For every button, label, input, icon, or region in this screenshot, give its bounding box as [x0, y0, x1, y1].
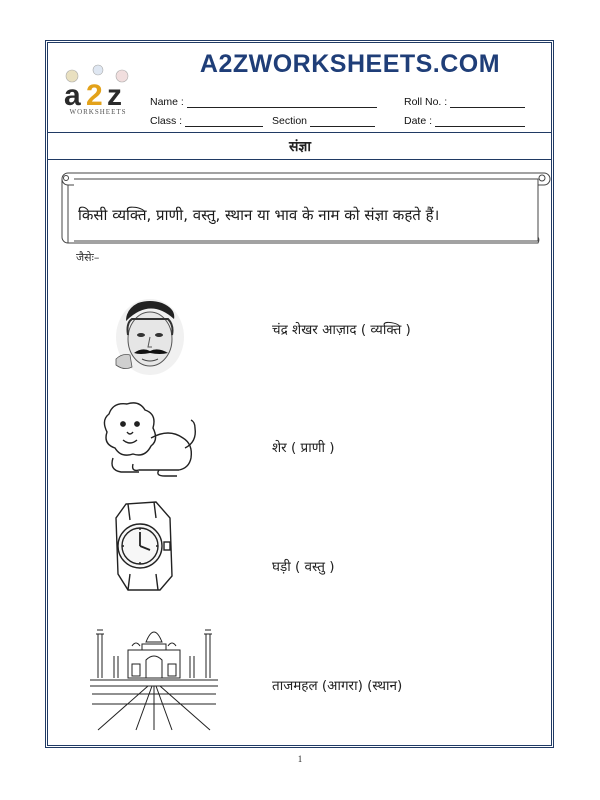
example-person-text: चंद्र शेखर आज़ाद ( व्यक्ति ) [272, 322, 411, 338]
svg-text:z: z [107, 79, 122, 112]
example-place-text: ताजमहल (आगरा) (स्थान) [272, 678, 403, 694]
section-label: Section [272, 115, 308, 127]
site-title: A2ZWORKSHEETS.COM [199, 50, 501, 78]
roll-field[interactable] [404, 96, 525, 108]
svg-text:2: 2 [86, 79, 103, 112]
logo-subtitle: WORKSHEETS [69, 108, 127, 116]
name-label: Name : [150, 96, 184, 108]
svg-text:a: a [64, 79, 81, 112]
example-label: जैसेः– [76, 251, 100, 264]
section-field[interactable] [272, 115, 375, 127]
page-number: 1 [297, 754, 303, 764]
roll-label: Roll No. : [404, 96, 448, 108]
name-field[interactable] [150, 96, 377, 108]
definition-text: किसी व्यक्ति, प्राणी, वस्तु, स्थान या भाव के नाम को संज्ञा कहते हैं। [78, 206, 440, 224]
class-field[interactable] [150, 115, 263, 127]
example-animal-text: शेर ( प्राणी ) [272, 440, 335, 456]
class-label: Class : [150, 115, 183, 127]
example-object-text: घड़ी ( वस्तु ) [272, 559, 335, 575]
wristwatch-icon [110, 500, 180, 592]
date-label: Date : [404, 115, 433, 127]
date-field[interactable] [404, 115, 525, 127]
taj-mahal-icon [88, 620, 220, 732]
man-portrait-icon [106, 295, 190, 377]
topic-divider [48, 159, 551, 160]
topic-title: संज्ञा [288, 139, 312, 155]
lion-icon [99, 398, 199, 480]
header-divider [48, 132, 551, 133]
